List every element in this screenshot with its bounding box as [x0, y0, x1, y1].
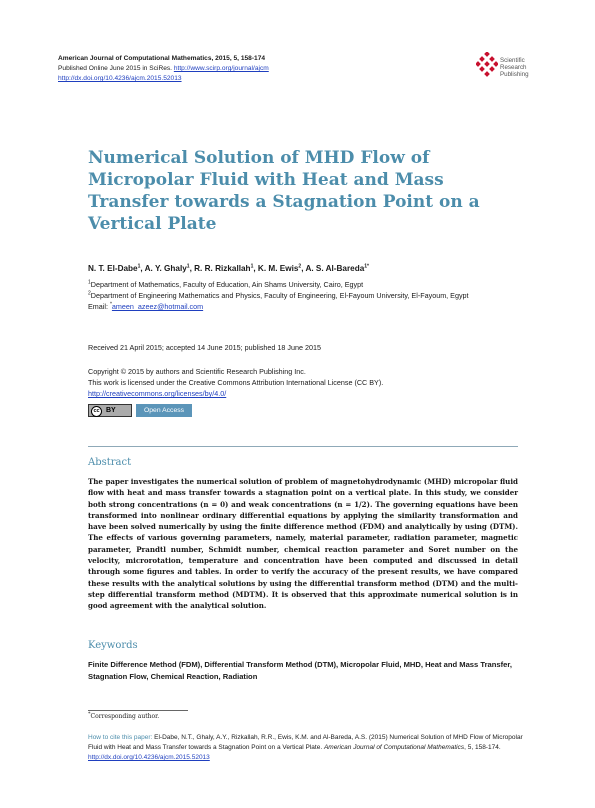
- diamond-cluster-icon: [476, 52, 498, 80]
- divider: [88, 446, 518, 447]
- author: R. R. Rizkallah: [194, 264, 251, 273]
- affiliations: [88, 279, 548, 312]
- keywords-heading: Keywords: [88, 640, 138, 651]
- citation-doi-link[interactable]: http://dx.doi.org/10.4236/ajcm.2015.52013: [88, 754, 210, 761]
- author: A. S. Al-Bareda: [305, 264, 365, 273]
- open-access-badge[interactable]: Open Access: [136, 404, 192, 417]
- author: K. M. Ewis: [257, 264, 299, 273]
- published-line: [58, 64, 438, 74]
- email-line: Email: *ameen_azeez@hotmail.com: [88, 301, 204, 311]
- affiliation-2: $^2$Department of Engineering Mathematics and Physics, Faculty of Engineering, El-Fayoum University, El-Fayoum, Egypt: [88, 290, 469, 300]
- author: N. T. El-Dabe: [88, 264, 138, 273]
- citation-journal: American Journal of Computational Mathematics: [323, 744, 465, 751]
- citation-block: [88, 733, 538, 763]
- paper-title: Numerical Solution of MHD Flow of Micropolar Fluid with Heat and Mass Transfer towards a Stagnation Point on a Vertical Plate: [88, 148, 480, 234]
- affiliation-1: $^1$Department of Mathematics, Faculty of Education, Ain Shams University, Cairo, Egypt: [88, 279, 364, 289]
- copyright-block: [88, 366, 528, 399]
- journal-header: [58, 54, 438, 84]
- logo-text: Scientific Research Publishing: [500, 57, 529, 78]
- footnote-divider: [88, 710, 188, 711]
- publisher-logo: [476, 52, 546, 84]
- email-link[interactable]: ameen_azeez@hotmail.com: [111, 302, 204, 311]
- journal-line: American Journal of Computational Mathematics, 2015, 5, 158-174: [58, 55, 266, 62]
- license-line: This work is licensed under the Creative Commons Attribution International License (CC BY).: [88, 378, 384, 387]
- published-prefix: Published Online June 2015 in SciRes.: [58, 65, 174, 72]
- publication-dates: Received 21 April 2015; accepted 14 June 2015; published 18 June 2015: [88, 343, 321, 352]
- abstract-heading: Abstract: [88, 457, 132, 468]
- abstract-text: The paper investigates the numerical solution of problem of magnetohydrodynamic (MHD) micropolar fluid flow with heat and mass transfer towards a stagnation point on a vertical plate. In this study, we consider both strong concentrations (n = 0) and weak concentrations (n = 1/2). The governing equations have been transformed into nonlinear ordinary differential equations by applying the similarity transformation and have been solved numerically by using the finite difference method (FDM) and analytically by using (DTM). The effects of various governing parameters, namely, material parameter, radiation parameter, magnetic parameter, Prandtl number, Schmidt number, chemical reaction parameter and Soret number on the velocity, microrotation, temperature and concentration have been computed and discussed in detail through some figures and tables. In order to verify the accuracy of the present results, we have compared these results with the analytical solutions by using the differential transform method (DTM) and the multi-step differential transform method (MDTM). It is observed that this approximate numerical solution is in good agreement with the analytical solution.: [88, 477, 518, 611]
- author-list: N. T. El-Dabe$^1$, A. Y. Ghaly$^1$, R. R. Rizkallah$^1$, K. M. Ewis$^2$, A. S. Al-Bareda$^{1*}$: [88, 263, 370, 273]
- footnote: *Corresponding author.: [88, 711, 160, 720]
- journal-url-link[interactable]: http://www.scirp.org/journal/ajcm: [173, 65, 269, 72]
- doi-link[interactable]: http://dx.doi.org/10.4236/ajcm.2015.52013: [58, 75, 182, 82]
- citation-text: El-Dabe, N.T., Ghaly, A.Y., Rizkallah, R.R., Ewis, K.M. and Al-Bareda, A.S. (2015) Numerical Solution of MHD Flow of Micropolar Fluid with Heat and Mass Transfer towards a Stagnation Point on a Vertical Plate.: [88, 734, 523, 751]
- cc-by-badge[interactable]: cc BY: [88, 404, 132, 417]
- creative-commons-icon: cc: [91, 406, 102, 417]
- license-link[interactable]: http://creativecommons.org/licenses/by/4.0/: [88, 389, 227, 398]
- copyright-line: Copyright © 2015 by authors and Scientific Research Publishing Inc.: [88, 367, 306, 376]
- keywords-text: Finite Difference Method (FDM), Differential Transform Method (DTM), Micropolar Fluid, MHD, Heat and Mass Transfer, Stagnation Flow, Chemical Reaction, Radiation: [88, 660, 513, 681]
- citation-volume: , 5, 158-174.: [464, 744, 501, 751]
- author: A. Y. Ghaly: [144, 264, 187, 273]
- citation-label: How to cite this paper:: [88, 734, 155, 741]
